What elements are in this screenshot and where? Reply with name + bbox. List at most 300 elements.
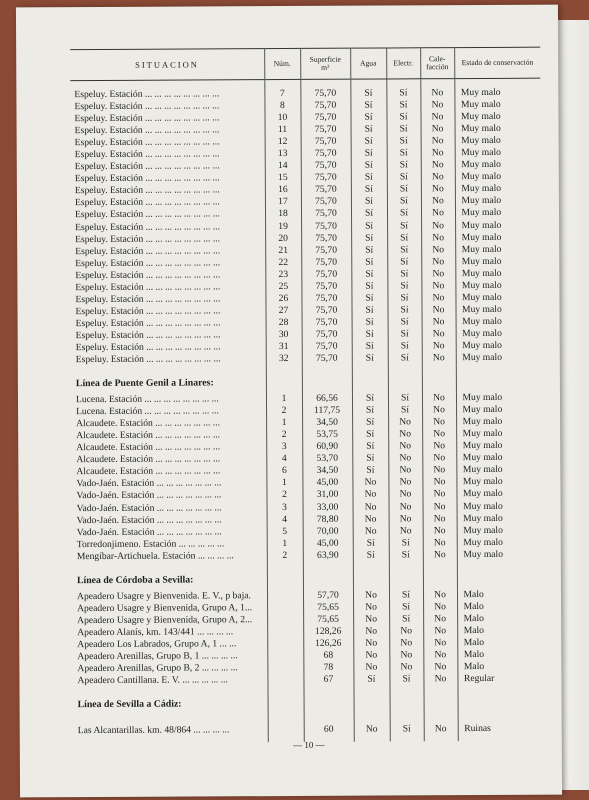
row-estado: Muy malo [457,512,543,524]
row-agua: Sí [351,136,387,148]
row-estado: Muy malo [456,464,542,476]
row-calefaccion: No [423,637,457,649]
row-superficie: 75,70 [301,148,351,160]
row-calefaccion: No [422,352,456,364]
section-spacer-cell [268,694,304,714]
row-superficie: 34,50 [302,417,352,429]
section-spacer-cell [302,373,352,393]
row-situacion: Vado-Jaén. Estación ... ... ... ... ... ... ... [76,525,222,538]
row-agua: Sí [352,429,388,441]
section-spacer-cell [352,373,388,393]
row-num [267,650,303,662]
row-num: 1 [266,393,302,405]
row-num: 15 [265,172,301,184]
row-situacion: Espeluy. Estación ... ... ... ... ... ... ... ... [75,281,221,293]
row-calefaccion: No [424,713,458,735]
row-agua: Sí [351,256,387,268]
row-situacion: Apeadero Los Labrados, Grupo A, 1 ... ... [77,638,237,651]
row-electr: No [389,649,423,661]
row-estado: Malo [457,613,543,625]
row-num: 20 [265,232,301,244]
header-agua: Agua [350,48,386,79]
row-agua: Sí [352,441,388,453]
row-num: 19 [265,220,301,232]
row-estado: Muy malo [455,279,541,291]
row-superficie: 75,70 [301,172,351,184]
row-num: 27 [265,305,301,317]
row-electr: No [388,465,422,477]
row-agua: Sí [352,417,388,429]
row-superficie: 70,00 [303,525,353,537]
row-agua: Sí [351,124,387,136]
row-estado: Muy malo [457,524,543,536]
row-electr: Sí [390,713,424,735]
row-situacion: Espeluy. Estación ... ... ... ... ... ... ... ... [74,148,220,161]
row-superficie: 53,75 [302,429,352,441]
row-calefaccion: No [422,316,456,328]
row-situacion: Apeadero Arenillas, Grupo B, 1 ... ... ... ... [77,650,238,663]
row-situacion: Alcaudete. Estación ... ... ... ... ... ... ... [76,441,221,454]
spacer-cell [422,364,456,372]
row-agua: Sí [351,232,387,244]
row-electr: Sí [388,392,422,404]
row-calefaccion: No [423,613,457,625]
row-estado: Muy malo [455,135,541,147]
spacer-cell [389,561,423,569]
row-estado: Muy malo [455,291,541,303]
row-situacion: Espeluy. Estación ... ... ... ... ... ... ... ... [75,293,221,305]
row-electr: Sí [387,160,421,172]
row-agua: Sí [352,328,388,340]
row-num: 3 [267,501,303,513]
row-estado: Muy malo [455,255,541,267]
row-agua: No [353,625,389,637]
section-spacer-cell [267,570,303,590]
section-heading-row [74,693,544,715]
section-spacer-cell [424,693,458,713]
row-estado: Regular [457,673,543,685]
row-situacion: Apeadero Arenillas, Grupo B, 2 ... ... ... ... [77,662,238,675]
section-spacer-cell [354,694,390,714]
row-electr: No [388,416,422,428]
row-agua: No [353,501,389,513]
header-superficie [300,48,350,79]
row-estado: Muy malo [456,340,542,352]
row-num [268,714,304,736]
row-num: 10 [264,112,300,124]
spacer-cell [266,365,302,373]
row-electr: No [389,625,423,637]
row-num: 1 [267,538,303,550]
row-electr: Sí [389,537,423,549]
row-situacion: Alcaudete. Estación ... ... ... ... ... ... ... [76,453,221,466]
row-calefaccion: No [422,340,456,352]
row-electr: Sí [389,673,423,685]
section-spacer-cell [390,693,424,713]
spacer-cell [423,685,457,693]
row-electr: Sí [387,196,421,208]
row-estado: Muy malo [457,548,543,560]
row-calefaccion: No [420,87,454,99]
row-superficie: 45,00 [302,477,352,489]
spacer-cell [352,365,388,373]
row-estado: Muy malo [456,416,542,428]
spacer-cell [423,561,457,569]
row-calefaccion: No [423,537,457,549]
row-electr: No [388,477,422,489]
row-superficie: 60,90 [302,441,352,453]
row-num: 2 [267,550,303,562]
row-estado: Malo [457,637,543,649]
row-situacion: Espeluy. Estación ... ... ... ... ... ... ... ... [75,341,221,354]
row-situacion: Espeluy. Estación ... ... ... ... ... ... ... ... [74,172,220,185]
row-electr: Sí [389,613,423,625]
row-situacion: Apeadero Cantillana. E. V. ... ... ... ... ... [77,674,228,687]
row-num: 14 [265,160,301,172]
header-situacion: SITUACION [70,49,264,81]
row-situacion: Apeadero Usagre y Bienvenida. E. V., p baja. [76,589,251,602]
row-superficie: 78 [303,662,353,674]
row-calefaccion: No [423,501,457,513]
header-superficie-label: Superficie [309,54,341,64]
row-superficie: 75,70 [301,244,351,256]
row-electr: Sí [388,316,422,328]
row-superficie: 63,90 [303,549,353,561]
row-situacion: Alcaudete. Estación ... ... ... ... ... ... ... [76,429,221,442]
row-estado: Ruinas [458,713,544,735]
row-calefaccion: No [421,268,455,280]
row-situacion: Espeluy. Estación ... ... ... ... ... ... ... ... [75,317,221,330]
row-num: 31 [266,341,302,353]
row-superficie: 75,70 [302,341,352,353]
row-estado: Muy malo [455,147,541,159]
row-num: 2 [266,429,302,441]
row-estado: Muy malo [455,231,541,243]
row-electr: No [389,513,423,525]
row-agua: Sí [350,112,386,124]
section-spacer-cell [389,569,423,589]
row-situacion: Espeluy. Estación ... ... ... ... ... ... ... ... [74,124,220,137]
spacer-cell [353,561,389,569]
row-calefaccion: No [421,159,455,171]
row-calefaccion: No [422,489,456,501]
row-superficie: 128,26 [303,626,353,638]
row-electr: Sí [387,268,421,280]
row-superficie: 75,65 [303,613,353,625]
row-electr: Sí [387,304,421,316]
row-agua: No [353,513,389,525]
row-situacion: Espeluy. Estación ... ... ... ... ... ... ... ... [74,136,220,149]
section-spacer-cell [422,372,456,392]
row-agua: Sí [350,87,386,99]
row-calefaccion: No [423,661,457,673]
row-num [267,638,303,650]
row-calefaccion: No [421,147,455,159]
row-electr: Sí [387,135,421,147]
row-electr: Sí [387,244,421,256]
row-calefaccion: No [421,220,455,232]
row-agua: Sí [352,405,388,417]
row-superficie: 78,80 [303,513,353,525]
row-situacion: Lucena. Estación ... ... ... ... ... ... ... ... [75,393,219,406]
row-agua: Sí [351,268,387,280]
section-title: Línea de Puente Genil a Linares: [75,377,214,390]
row-calefaccion: No [421,123,455,135]
row-calefaccion: No [423,673,457,685]
row-agua: Sí [352,340,388,352]
row-superficie: 75,70 [301,220,351,232]
row-num: 17 [265,196,301,208]
row-superficie: 75,70 [301,305,351,317]
row-num: 25 [265,281,301,293]
spacer-cell [386,79,420,88]
row-calefaccion: No [422,477,456,489]
section-spacer-cell [388,372,422,392]
row-num: 22 [265,257,301,269]
row-num: 2 [266,405,302,417]
row-calefaccion: No [421,244,455,256]
inventory-table [70,47,544,744]
row-estado: Muy malo [455,123,541,135]
row-electr: Sí [386,87,420,99]
row-electr: Sí [389,589,423,601]
row-calefaccion: No [423,649,457,661]
row-num: 16 [265,184,301,196]
row-superficie: 75,70 [302,329,352,341]
row-calefaccion: No [422,464,456,476]
row-estado: Muy malo [456,404,542,416]
row-agua: No [353,649,389,661]
row-situacion: Mengíbar-Artichuela. Estación ... ... ... ... [76,549,234,562]
row-estado: Muy malo [455,207,541,219]
row-situacion: Espeluy. Estación ... ... ... ... ... ... ... ... [74,88,220,101]
row-situacion: Espeluy. Estación ... ... ... ... ... ... ... ... [75,244,221,257]
row-superficie: 66,56 [302,393,352,405]
row-agua: No [354,714,390,736]
row-superficie: 126,26 [303,638,353,650]
row-num: 32 [266,353,302,365]
row-num: 3 [266,441,302,453]
row-estado: Muy malo [455,159,541,171]
row-superficie: 60 [304,714,354,736]
row-num: 12 [265,136,301,148]
row-electr: Sí [387,280,421,292]
row-calefaccion: No [422,440,456,452]
spacer-cell [303,686,353,694]
row-num: 28 [266,317,302,329]
spacer-cell [350,79,386,88]
row-num [267,590,303,602]
row-calefaccion: No [422,428,456,440]
row-electr: No [388,429,422,441]
row-calefaccion: No [421,184,455,196]
row-situacion: Apeadero Usagre y Bienvenida, Grupo A, 2... [77,614,253,626]
row-electr: No [389,501,423,513]
row-situacion: Alcaudete. Estación ... ... ... ... ... ... ... [76,417,221,430]
section-spacer-cell [266,373,302,393]
row-calefaccion: No [423,525,457,537]
row-situacion: Espeluy. Estación ... ... ... ... ... ... ... ... [75,353,221,366]
row-electr: Sí [387,148,421,160]
row-num: 30 [266,329,302,341]
spacer-cell [388,364,422,372]
row-superficie: 75,70 [301,292,351,304]
row-num [267,674,303,686]
row-estado: Malo [457,625,543,637]
header-electr: Electr. [386,48,420,79]
row-superficie: 33,00 [303,501,353,513]
row-electr: Sí [387,256,421,268]
document-page [16,5,562,798]
row-calefaccion: No [421,208,455,220]
row-estado: Malo [457,600,543,612]
row-superficie: 75,70 [301,208,351,220]
row-electr: Sí [389,601,423,613]
row-num [267,614,303,626]
section-title: Línea de Sevilla a Cádiz: [77,698,182,711]
row-estado: Muy malo [454,87,540,99]
row-agua: Sí [353,674,389,686]
row-calefaccion: No [422,452,456,464]
row-agua: Sí [352,316,388,328]
row-num [267,626,303,638]
row-situacion: Las Alcantarillas. km. 48/864 ... ... ... ... [77,724,230,737]
row-num [267,662,303,674]
row-electr: No [388,453,422,465]
row-num: 8 [264,100,300,112]
row-calefaccion: No [420,111,454,123]
row-superficie: 75,70 [301,232,351,244]
row-agua: Sí [351,220,387,232]
row-estado: Muy malo [456,328,542,340]
row-calefaccion: No [423,513,457,525]
page-number: — 10 — [293,739,325,750]
row-situacion: Espeluy. Estación ... ... ... ... ... ... ... ... [75,329,221,342]
row-electr: No [389,637,423,649]
row-situacion: Espeluy. Estación ... ... ... ... ... ... ... ... [74,160,220,173]
row-situacion: Espeluy. Estación ... ... ... ... ... ... ... ... [74,112,220,125]
row-superficie: 75,70 [301,268,351,280]
row-electr: Sí [387,292,421,304]
row-electr: Sí [387,208,421,220]
row-calefaccion: No [421,304,455,316]
row-agua: No [353,613,389,625]
row-calefaccion: No [421,232,455,244]
row-calefaccion: No [423,625,457,637]
row-agua: Sí [352,353,388,365]
section-spacer-cell [423,569,457,589]
row-estado: Muy malo [456,352,542,364]
row-superficie: 34,50 [302,465,352,477]
section-title: Línea de Córdoba a Sevilla: [76,574,194,586]
row-calefaccion: No [422,404,456,416]
row-superficie: 75,70 [300,100,350,112]
row-agua: No [353,589,389,601]
row-agua: Sí [351,304,387,316]
row-calefaccion: No [421,280,455,292]
row-num: 4 [266,453,302,465]
row-electr: No [389,525,423,537]
row-electr: Sí [386,111,420,123]
row-num: 2 [266,489,302,501]
row-superficie: 67 [303,674,353,686]
row-num: 11 [265,124,301,136]
row-agua: No [353,661,389,673]
row-num: 23 [265,269,301,281]
row-agua: Sí [351,208,387,220]
section-heading-row [73,568,543,590]
section-spacer-cell [304,694,354,714]
row-estado: Muy malo [456,452,542,464]
row-agua: Sí [351,196,387,208]
inventory-sheet [70,47,544,750]
row-situacion: Espeluy. Estación ... ... ... ... ... ... ... ... [75,232,221,245]
row-electr: Sí [387,184,421,196]
row-estado: Muy malo [454,111,540,123]
row-estado: Malo [457,588,543,600]
row-estado: Muy malo [455,243,541,255]
row-estado: Muy malo [457,500,543,512]
row-superficie: 57,70 [303,589,353,601]
row-agua: No [352,489,388,501]
row-situacion: Vado-Jaén. Estación ... ... ... ... ... ... ... [76,501,222,514]
row-electr: No [388,441,422,453]
row-num [267,602,303,614]
row-superficie: 68 [303,650,353,662]
row-estado: Muy malo [456,440,542,452]
row-situacion: Espeluy. Estación ... ... ... ... ... ... ... ... [74,196,220,209]
row-agua: No [352,477,388,489]
row-situacion: Apeadero Alanís, km. 143/441 ... ... ... ... [77,626,234,638]
row-agua: Sí [351,280,387,292]
row-agua: No [353,525,389,537]
row-situacion: Alcaudete. Estación ... ... ... ... ... ... ... [76,465,221,478]
row-num: 18 [265,208,301,220]
row-agua: Sí [351,172,387,184]
row-situacion: Espeluy. Estación ... ... ... ... ... ... ... ... [75,220,220,233]
row-agua: Sí [351,244,387,256]
header-superficie-unit: m² [321,62,330,72]
row-superficie: 75,70 [301,124,351,136]
spacer-cell [264,79,300,88]
row-situacion: Espeluy. Estación ... ... ... ... ... ... ... ... [74,208,220,221]
row-calefaccion: No [422,328,456,340]
spacer-cell [267,562,303,570]
spacer-cell [389,685,423,693]
row-estado: Muy malo [457,536,543,548]
row-agua: Sí [351,160,387,172]
section-spacer-cell [353,569,389,589]
row-situacion: Espeluy. Estación ... ... ... ... ... ... ... ... [75,257,221,269]
row-situacion: Vado-Jaén. Estación ... ... ... ... ... ... ... [76,489,222,502]
row-num: 13 [265,148,301,160]
row-electr: Sí [389,549,423,561]
row-superficie: 75,70 [301,136,351,148]
row-superficie: 75,70 [300,88,350,100]
spacer-cell [303,561,353,569]
row-electr: Sí [388,328,422,340]
row-agua: Sí [353,537,389,549]
row-estado: Muy malo [455,171,541,183]
spacer-cell [302,365,352,373]
row-calefaccion: No [420,99,454,111]
row-calefaccion: No [423,549,457,561]
row-superficie: 117,75 [302,405,352,417]
row-calefaccion: No [421,256,455,268]
row-electr: Sí [387,172,421,184]
row-superficie: 75,70 [301,256,351,268]
row-estado: Muy malo [455,183,541,195]
